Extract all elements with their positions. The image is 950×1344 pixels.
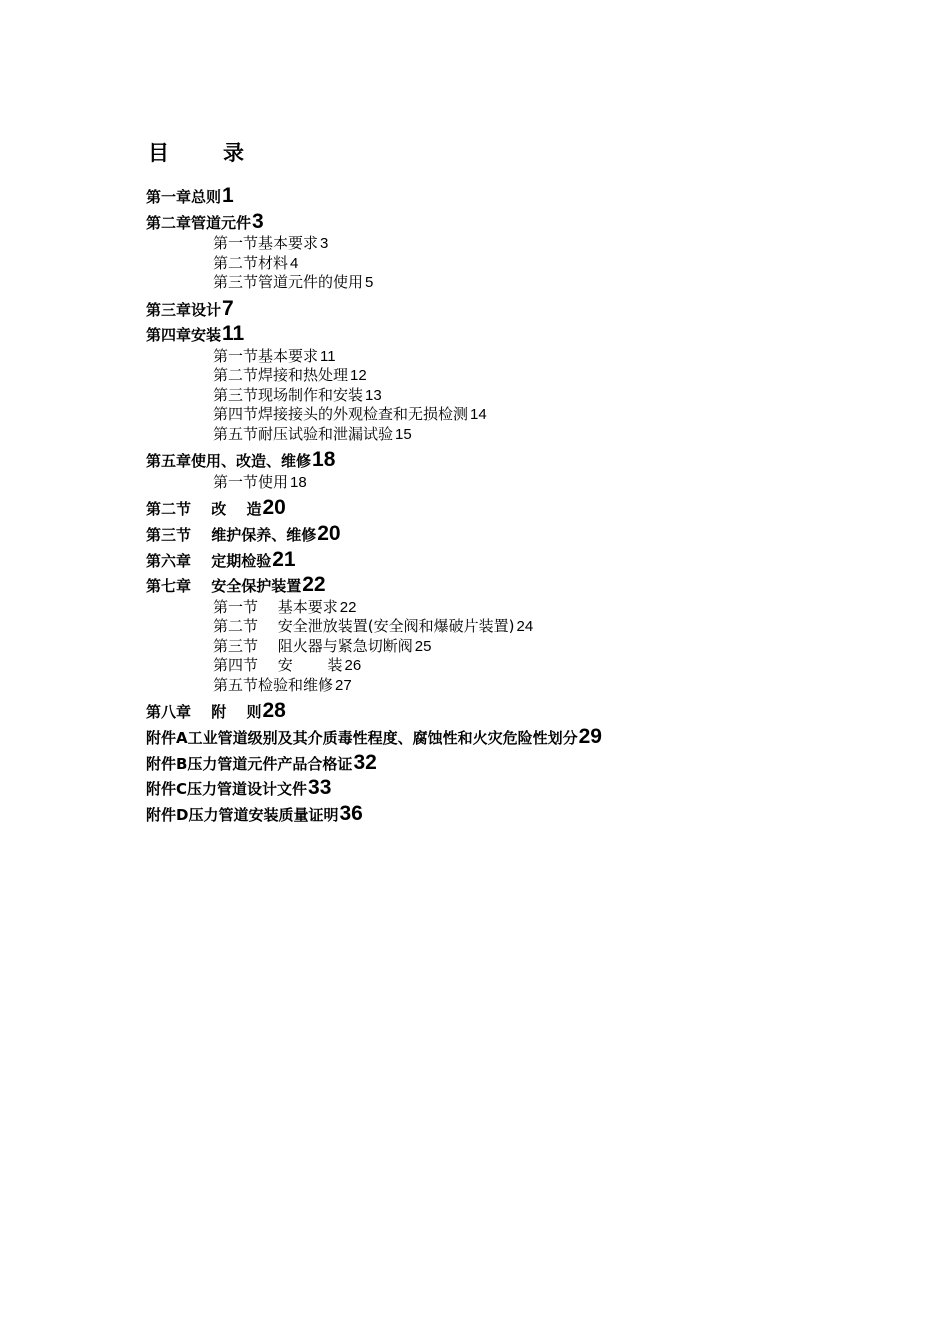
toc-entry-page-number: 18 [290,473,307,491]
toc-entry-page-number: 13 [365,386,382,404]
toc-section-entry[interactable] [213,636,926,656]
toc-section-entry[interactable] [213,616,926,636]
toc-chapter-entry[interactable] [146,295,926,321]
toc-section-entry[interactable] [213,233,926,253]
toc-entry-title: 第二节 安全泄放装置(安全阀和爆破片装置) [213,617,515,636]
toc-entry-title: 附件A工业管道级别及其介质毒性程度、腐蚀性和火灾危险性划分 [146,728,578,747]
toc-title-char-1: 目 [148,141,169,165]
toc-entry-page-number: 20 [317,522,341,546]
toc-entry-page-number: 5 [365,274,374,292]
toc-entry-title: 第五章使用、改造、维修 [146,452,312,471]
toc-entry-title: 第八章 附 则 [146,703,262,722]
toc-entry-title: 第一节基本要求 [213,346,319,365]
toc-entry-page-number: 11 [222,322,245,346]
toc-chapter-entry[interactable] [146,182,926,208]
toc-entry-page-number: 4 [290,254,299,272]
toc-entry-page-number: 27 [335,676,352,694]
toc-entry-title: 第四节 安 装 [213,656,343,675]
toc-chapter-entry[interactable] [146,749,926,775]
toc-entry-page-number: 24 [516,618,534,636]
toc-chapter-entry[interactable] [146,208,926,234]
toc-entry-title: 第一节 基本要求 [213,597,338,616]
toc-entry-page-number: 22 [339,598,357,616]
toc-entry-title: 第三章设计 [146,300,222,319]
toc-entry-page-number: 36 [339,801,363,825]
toc-entry-title: 第六章 定期检验 [146,551,272,570]
toc-entry-page-number: 22 [302,573,326,597]
toc-entry-title: 附件B压力管道元件产品合格证 [146,754,353,773]
toc-entry-page-number: 25 [414,637,432,655]
toc-entry-page-number: 15 [395,425,412,443]
toc-chapter-entry[interactable] [146,520,926,546]
toc-section-entry[interactable] [213,346,926,366]
toc-entry-title: 第二节 改 造 [146,500,262,519]
toc-chapter-entry[interactable] [146,800,926,826]
toc-section-entry[interactable] [213,404,926,424]
toc-chapter-entry[interactable] [146,446,926,472]
toc-chapter-entry[interactable] [146,546,926,572]
toc-entry-title: 第五节检验和维修 [213,675,334,694]
toc-entry-page-number: 18 [312,448,336,472]
toc-title-char-2: 录 [223,141,244,165]
toc-entry-title: 附件C压力管道设计文件 [146,780,308,799]
toc-entry-page-number: 1 [222,184,234,207]
toc-chapter-entry[interactable] [146,723,926,749]
toc-section-entry[interactable] [213,675,926,695]
toc-section-entry[interactable] [213,253,926,273]
toc-entry-title: 第二节焊接和热处理 [213,366,349,385]
toc-entry-title: 第二章管道元件 [146,213,252,232]
toc-entry-page-number: 29 [578,724,602,748]
toc-section-entry[interactable] [213,424,926,444]
toc-section-entry[interactable] [213,272,926,292]
toc-entry-title: 第一节使用 [213,472,289,491]
toc-entry-title: 第五节耐压试验和泄漏试验 [213,424,394,443]
toc-chapter-entry[interactable] [146,697,926,723]
toc-entry-title: 第二节材料 [213,253,289,272]
toc-entry-title: 第三节管道元件的使用 [213,273,364,292]
toc-section-entry[interactable] [213,655,926,675]
toc-entry-page-number: 3 [320,235,329,253]
toc-title [148,139,244,167]
toc-entry-title: 第三节现场制作和安装 [213,385,364,404]
toc-list [146,182,926,825]
toc-section-entry[interactable] [213,385,926,405]
toc-chapter-entry[interactable] [146,571,926,597]
toc-entry-page-number: 7 [222,296,234,320]
toc-entry-page-number: 14 [470,406,487,424]
toc-entry-title: 第四节焊接接头的外观检查和无损检测 [213,405,469,424]
toc-entry-title: 第一章总则 [146,188,222,206]
toc-entry-page-number: 11 [320,347,336,365]
toc-section-entry[interactable] [213,597,926,617]
toc-entry-page-number: 21 [272,547,296,571]
toc-entry-page-number: 28 [262,699,286,723]
toc-entry-page-number: 3 [252,209,264,233]
toc-entry-page-number: 20 [262,496,286,520]
toc-entry-title: 第三节 维护保养、维修 [146,526,317,545]
toc-section-entry[interactable] [213,472,926,492]
toc-entry-title: 第三节 阻火器与紧急切断阀 [213,636,413,655]
toc-entry-title: 第一节基本要求 [213,234,319,253]
toc-entry-page-number: 33 [308,776,332,800]
toc-entry-page-number: 12 [350,367,367,385]
toc-chapter-entry[interactable] [146,774,926,800]
toc-chapter-entry[interactable] [146,494,926,520]
toc-entry-page-number: 26 [344,657,362,675]
toc-entry-title: 第七章 安全保护装置 [146,577,302,596]
toc-chapter-entry[interactable] [146,320,926,346]
toc-entry-page-number: 32 [353,750,377,774]
toc-entry-title: 第四章安装 [146,326,222,345]
toc-entry-title: 附件D压力管道安装质量证明 [146,805,339,824]
toc-section-entry[interactable] [213,365,926,385]
